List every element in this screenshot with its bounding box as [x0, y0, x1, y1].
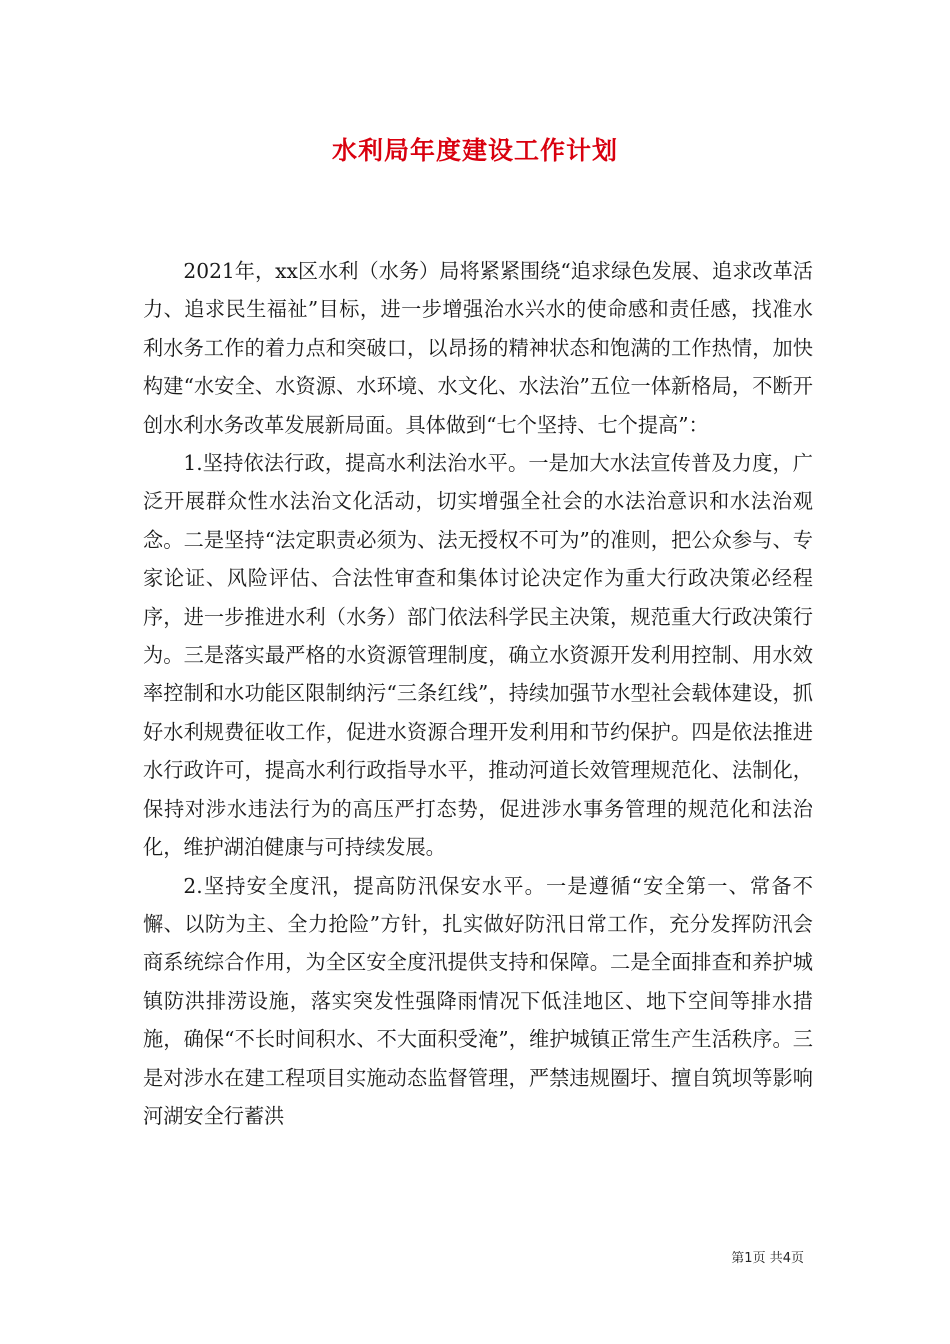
paragraph-intro: 2021年，xx区水利（水务）局将紧紧围绕“追求绿色发展、追求改革活力、追求民生福祉”目标，进一步增强治水兴水的使命感和责任感，找准水利水务工作的着力点和突破口，以昂扬的精神状态和饱满的工作热情，加快构建“水安全、水资源、水环境、水文化、水法治”五位一体新格局，不断开创水利水务改革发展新局面。具体做到“七个坚持、七个提高”： — [143, 259, 813, 437]
footer-current-page: 1 — [744, 1251, 753, 1266]
paragraph-item-2: 2.坚持安全度汛，提高防汛保安水平。一是遵循“安全第一、常备不懈、以防为主、全力抢险”方针，扎实做好防汛日常工作，充分发挥防汛会商系统综合作用，为全区安全度汛提供支持和保障。二是全面排查和养护城镇防洪排涝设施，落实突发性强降雨情况下低洼地区、地下空间等排水措施，确保“不长时间积水、不大面积受淹”，维护城镇正常生产生活秩序。三是对涉水在建工程项目实施动态监督管理，严禁违规圈圩、擅自筑坝等影响河湖安全行蓄洪 — [143, 873, 813, 1128]
document-body — [143, 252, 813, 1135]
footer-total-pages: 4 — [782, 1251, 791, 1266]
footer-prefix: 第 — [731, 1251, 745, 1266]
document-title: 水利局年度建设工作计划 — [331, 136, 618, 165]
page-number-footer — [731, 1247, 804, 1266]
paragraph-item-1: 1.坚持依法行政，提高水利法治水平。一是加大水法宣传普及力度，广泛开展群众性水法治文化活动，切实增强全社会的水法治意识和水法治观念。二是坚持“法定职责必须为、法无授权不可为”的准则，把公众参与、专家论证、风险评估、合法性审查和集体讨论决定作为重大行政决策必经程序，进一步推进水利（水务）部门依法科学民主决策，规范重大行政决策行为。三是落实最严格的水资源管理制度，确立水资源开发利用控制、用水效率控制和水功能区限制纳污“三条红线”，持续加强节水型社会载体建设，抓好水利规费征收工作，促进水资源合理开发利用和节约保护。四是依法推进水行政许可，提高水利行政指导水平，推动河道长效管理规范化、法制化，保持对涉水违法行为的高压严打态势，促进涉水事务管理的规范化和法治化，维护湖泊健康与可持续发展。 — [143, 451, 813, 860]
footer-middle: 页 共 — [752, 1251, 783, 1266]
footer-suffix: 页 — [790, 1251, 804, 1266]
